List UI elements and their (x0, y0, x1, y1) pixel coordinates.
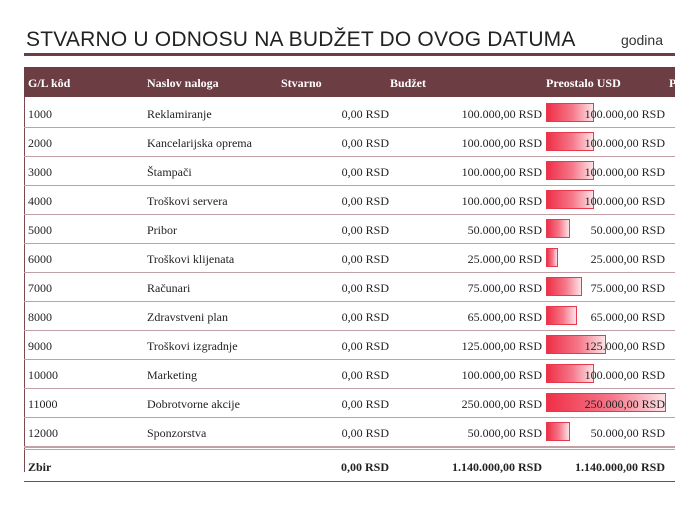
remaining-cell[interactable]: 75.000,00 RSD (590, 281, 665, 295)
budget-cell[interactable]: 50.000,00 RSD (467, 426, 542, 440)
gl-code-cell[interactable]: 4000 (28, 194, 52, 208)
table-bottom-border (24, 481, 675, 482)
remaining-cell[interactable]: 100.000,00 RSD (584, 165, 665, 179)
budget-table (24, 67, 675, 473)
gl-code-cell[interactable]: 9000 (28, 339, 52, 353)
period-label[interactable]: godina (620, 32, 663, 48)
account-name-cell[interactable]: Dobrotvorne akcije (147, 397, 240, 411)
remaining-cell[interactable]: 100.000,00 RSD (584, 136, 665, 150)
gl-code-cell[interactable]: 7000 (28, 281, 52, 295)
gl-code-cell[interactable]: 12000 (28, 426, 58, 440)
column-header-gl[interactable]: G/L kôd (28, 76, 71, 90)
budget-cell[interactable]: 125.000,00 RSD (461, 339, 542, 353)
budget-cell[interactable]: 250.000,00 RSD (461, 397, 542, 411)
account-name-cell[interactable]: Troškovi klijenata (147, 252, 235, 266)
account-name-cell[interactable]: Zdravstveni plan (147, 310, 228, 324)
actual-cell[interactable]: 0,00 RSD (341, 136, 389, 150)
budget-cell[interactable]: 100.000,00 RSD (461, 194, 542, 208)
actual-cell[interactable]: 0,00 RSD (341, 194, 389, 208)
table-header (24, 67, 675, 97)
column-header-budget[interactable]: Budžet (390, 76, 426, 90)
remaining-cell[interactable]: 100.000,00 RSD (584, 368, 665, 382)
remaining-cell[interactable]: 50.000,00 RSD (590, 223, 665, 237)
actual-cell[interactable]: 0,00 RSD (341, 223, 389, 237)
budget-cell[interactable]: 100.000,00 RSD (461, 368, 542, 382)
actual-cell[interactable]: 0,00 RSD (341, 368, 389, 382)
account-name-cell[interactable]: Troškovi izgradnje (147, 339, 238, 353)
table-row[interactable] (24, 98, 675, 128)
remaining-data-bar (546, 219, 570, 238)
actual-cell[interactable]: 0,00 RSD (341, 165, 389, 179)
table-row[interactable] (24, 359, 675, 389)
table-row[interactable] (24, 214, 675, 244)
actual-cell[interactable]: 0,00 RSD (341, 107, 389, 121)
remaining-cell[interactable]: 125.000,00 RSD (584, 339, 665, 353)
column-header-remaining[interactable]: Preostalo USD (546, 76, 621, 90)
budget-cell[interactable]: 100.000,00 RSD (461, 165, 542, 179)
budget-cell[interactable]: 50.000,00 RSD (467, 223, 542, 237)
remaining-cell[interactable]: 100.000,00 RSD (584, 107, 665, 121)
gl-code-cell[interactable]: 6000 (28, 252, 52, 266)
gl-code-cell[interactable]: 2000 (28, 136, 52, 150)
gl-code-cell[interactable]: 5000 (28, 223, 52, 237)
table-row[interactable] (24, 417, 675, 447)
remaining-data-bar (546, 277, 582, 296)
account-name-cell[interactable]: Pribor (147, 223, 177, 237)
column-header-overflow[interactable]: P (669, 76, 676, 90)
table-row[interactable] (24, 185, 675, 215)
column-header-name[interactable]: Naslov naloga (147, 76, 219, 90)
account-name-cell[interactable]: Štampači (147, 165, 192, 179)
budget-cell[interactable]: 65.000,00 RSD (467, 310, 542, 324)
remaining-data-bar (546, 248, 558, 267)
actual-cell[interactable]: 0,00 RSD (341, 397, 389, 411)
title-divider (24, 53, 675, 56)
gl-code-cell[interactable]: 1000 (28, 107, 52, 121)
table-row[interactable] (24, 127, 675, 157)
total-budget-cell[interactable]: 1.140.000,00 RSD (451, 460, 542, 474)
actual-cell[interactable]: 0,00 RSD (341, 426, 389, 440)
total-remaining-cell[interactable]: 1.140.000,00 RSD (574, 460, 665, 474)
page-title: STVARNO U ODNOSU NA BUDŽET DO OVOG DATUMA (26, 28, 576, 51)
table-row[interactable] (24, 156, 675, 186)
budget-cell[interactable]: 100.000,00 RSD (461, 136, 542, 150)
table-row[interactable] (24, 301, 675, 331)
gl-code-cell[interactable]: 8000 (28, 310, 52, 324)
account-name-cell[interactable]: Marketing (147, 368, 197, 382)
remaining-cell[interactable]: 100.000,00 RSD (584, 194, 665, 208)
remaining-cell[interactable]: 65.000,00 RSD (590, 310, 665, 324)
remaining-cell[interactable]: 50.000,00 RSD (590, 426, 665, 440)
table-row[interactable] (24, 243, 675, 273)
actual-cell[interactable]: 0,00 RSD (341, 310, 389, 324)
account-name-cell[interactable]: Sponzorstva (147, 426, 207, 440)
table-row[interactable] (24, 272, 675, 302)
account-name-cell[interactable]: Reklamiranje (147, 107, 212, 121)
remaining-data-bar (546, 422, 570, 441)
total-row[interactable] (24, 450, 675, 477)
budget-cell[interactable]: 100.000,00 RSD (461, 107, 542, 121)
account-name-cell[interactable]: Računari (147, 281, 191, 295)
table-row[interactable] (24, 330, 675, 360)
gl-code-cell[interactable]: 11000 (28, 397, 58, 411)
remaining-data-bar (546, 306, 577, 325)
gl-code-cell[interactable]: 3000 (28, 165, 52, 179)
actual-cell[interactable]: 0,00 RSD (341, 252, 389, 266)
account-name-cell[interactable]: Troškovi servera (147, 194, 228, 208)
total-label-cell[interactable]: Zbir (28, 460, 52, 474)
account-name-cell[interactable]: Kancelarijska oprema (147, 136, 252, 150)
actual-cell[interactable]: 0,00 RSD (341, 339, 389, 353)
remaining-cell[interactable]: 250.000,00 RSD (584, 397, 665, 411)
budget-cell[interactable]: 25.000,00 RSD (467, 252, 542, 266)
gl-code-cell[interactable]: 10000 (28, 368, 58, 382)
table-row[interactable] (24, 388, 675, 418)
actual-cell[interactable]: 0,00 RSD (341, 281, 389, 295)
remaining-cell[interactable]: 25.000,00 RSD (590, 252, 665, 266)
budget-cell[interactable]: 75.000,00 RSD (467, 281, 542, 295)
column-header-actual[interactable]: Stvarno (281, 76, 322, 90)
total-actual-cell[interactable]: 0,00 RSD (340, 460, 389, 474)
